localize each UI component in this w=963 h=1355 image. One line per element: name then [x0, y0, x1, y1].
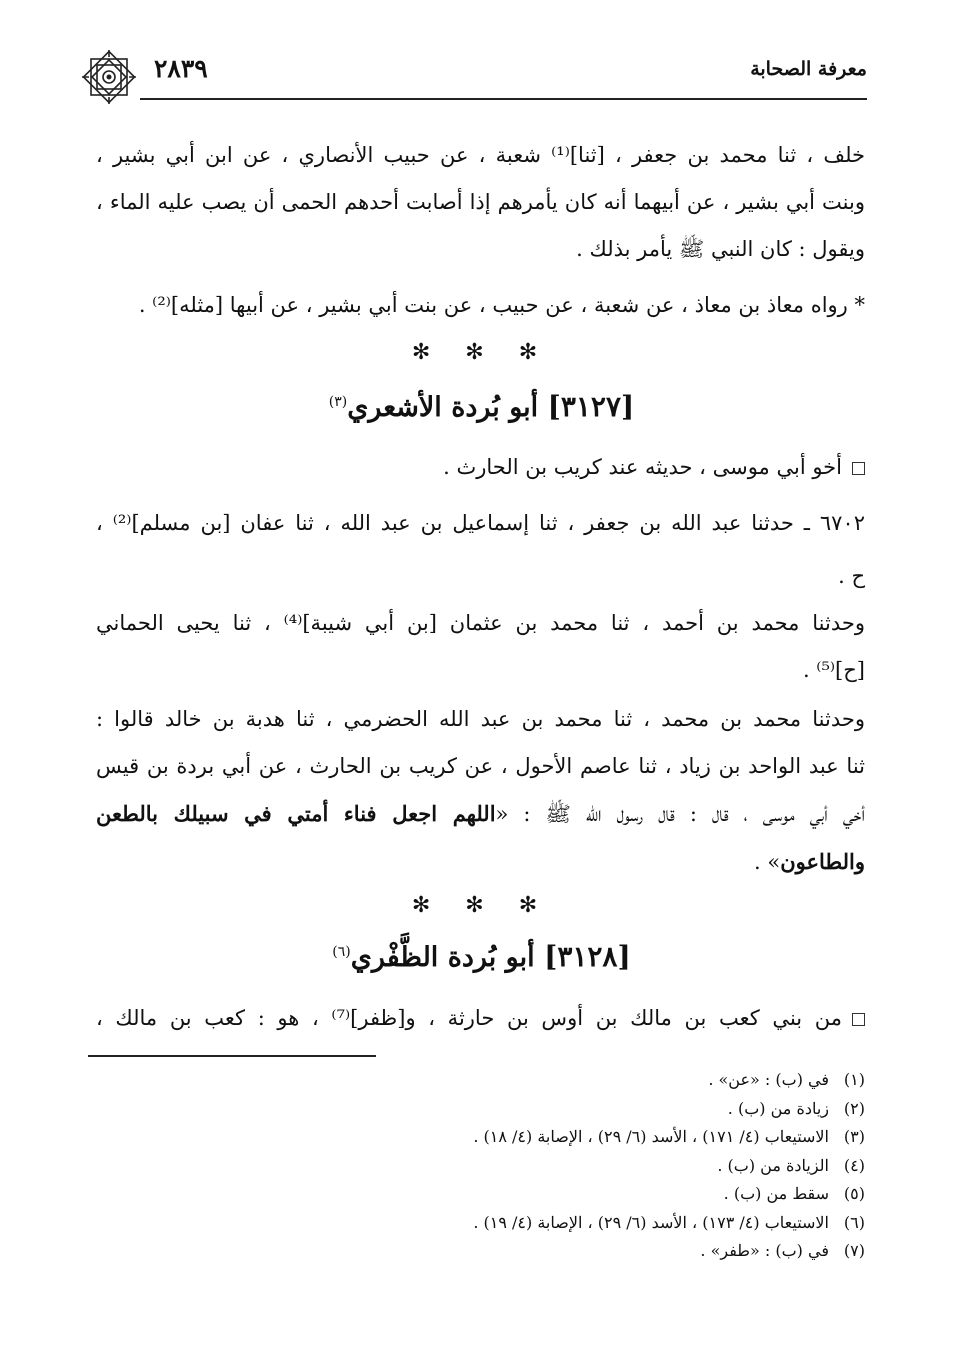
footnote-item — [96, 1237, 865, 1266]
entry-intro — [96, 444, 865, 491]
footnotes — [96, 1066, 865, 1266]
footnote-number: (١) — [843, 1070, 865, 1089]
footnote-number: (٦) — [843, 1212, 865, 1232]
text-line: * رواه معاذ بن معاذ ، عن شعبة ، عن حبيب ، عن بنت أبي بشير ، عن أبيها [مثله]⁽²⁾ . — [138, 293, 865, 317]
text-line: خلف ، ثنا محمد بن جعفر ، [ثنا]⁽¹⁾ شعبة ، عن حبيب الأنصاري ، عن ابن أبي بشير ، — [96, 143, 866, 167]
text-line: ٦٧٠٢ ـ حدثنا عبد الله بن جعفر ، ثنا إسماعيل بن عبد الله ، ثنا عفان [بن مسلم]⁽²⁾ ، — [96, 511, 865, 535]
entry-heading-3128 — [0, 940, 963, 973]
hadith-matn: اللهم اجعل فناء أمتي في سبيلك بالطعن — [96, 801, 496, 826]
text-line: [ح]⁽⁵⁾ . — [802, 658, 865, 682]
text-line: ويقول : كان النبي ﷺ يأمر بذلك . — [576, 237, 865, 261]
text-block-intro — [96, 132, 865, 273]
footnote-text: في (ب) : «عن» . — [708, 1070, 829, 1089]
text-line — [96, 995, 865, 1042]
footnote-ref: (٦) — [332, 944, 351, 960]
footnote-text: الاستيعاب (٤/ ١٧٣) ، الأسد (٦/ ٢٩) ، الإصابة (٤/ ١٩) . — [473, 1212, 829, 1232]
footnote-item — [96, 1209, 865, 1238]
footnote-number: (٧) — [843, 1241, 865, 1260]
footnote-item — [96, 1066, 865, 1095]
footnote-item — [96, 1123, 865, 1152]
entry-intro-text: أخو أبي موسى ، حديثه عند كريب بن الحارث . — [443, 455, 842, 479]
page-number: ٢٨٣٩ — [154, 54, 208, 83]
header-rule — [140, 98, 867, 100]
entry-number: [٣١٢٧] — [547, 390, 635, 423]
footnote-item — [96, 1180, 865, 1209]
entry-intro — [96, 995, 865, 1042]
section-separator: ✻ ✻ ✻ — [411, 340, 552, 365]
section-separator: ✻ ✻ ✻ — [411, 893, 552, 918]
isnad-chain-3 — [96, 696, 865, 886]
footnote-number: (٣) — [843, 1127, 865, 1146]
text-line — [96, 838, 865, 886]
footnote-rule — [88, 1055, 376, 1057]
star-ornament-icon — [80, 48, 138, 106]
running-title: معرفة الصحابة — [750, 58, 867, 80]
entry-name: أبو بُردة الأشعري — [347, 392, 539, 423]
page-header — [80, 50, 867, 96]
text-line: وحدثنا محمد بن أحمد ، ثنا محمد بن عثمان [بن أبي شيبة]⁽⁴⁾ ، ثنا يحيى الحماني — [96, 611, 865, 635]
text-plain: » . — [753, 850, 781, 874]
text-line: ثنا عبد الواحد بن زياد ، ثنا عاصم الأحول ، عن كريب بن الحارث ، عن أبي بردة بن قيس — [96, 754, 865, 778]
entry-heading-3127 — [0, 390, 963, 423]
footnote-item — [96, 1152, 865, 1181]
footnote-text: الزيادة من (ب) . — [717, 1155, 829, 1175]
text-line: ح . — [838, 564, 865, 588]
entry-intro-text: من بني كعب بن مالك بن أوس بن حارثة ، و[ظفر]⁽⁷⁾ ، هو : كعب بن مالك ، — [96, 1006, 843, 1030]
hadith-6702 — [96, 500, 865, 600]
text-line: وحدثنا محمد بن محمد ، ثنا محمد بن عبد الله الحضرمي ، ثنا هدبة بن خالد قالوا : — [96, 707, 865, 731]
text-line: وبنت أبي بشير ، عن أبيهما أنه كان يأمرهم إذا أصابت أحدهم الحمى أن يصب عليه الماء ، — [96, 190, 865, 214]
entry-name: أبو بُردة الظَّفْري — [350, 942, 535, 973]
footnote-number: (٥) — [843, 1184, 865, 1203]
footnote-text: الاستيعاب (٤/ ١٧١) ، الأسد (٦/ ٢٩) ، الإصابة (٤/ ١٨) . — [473, 1127, 829, 1146]
square-bullet-icon — [852, 462, 865, 475]
footnote-number: (٤) — [843, 1155, 865, 1175]
narration-note — [96, 282, 865, 329]
footnote-ref: (٣) — [328, 394, 348, 410]
isnad-chain-2 — [96, 600, 865, 694]
hadith-matn: والطاعون — [780, 849, 865, 874]
footnote-number: (٢) — [843, 1098, 865, 1118]
text-line — [96, 444, 865, 491]
square-bullet-icon — [852, 1013, 865, 1026]
footnote-text: زيادة من (ب) . — [727, 1098, 829, 1118]
footnote-item — [96, 1095, 865, 1124]
text-line — [96, 790, 865, 838]
footnote-text: في (ب) : «طفر» . — [700, 1241, 829, 1260]
text-plain: أخي أبي موسى ، قال : قال رسول الله ﷺ : « — [495, 802, 865, 826]
entry-number: [٣١٢٨] — [544, 940, 631, 973]
footnote-text: سقط من (ب) . — [723, 1184, 829, 1203]
